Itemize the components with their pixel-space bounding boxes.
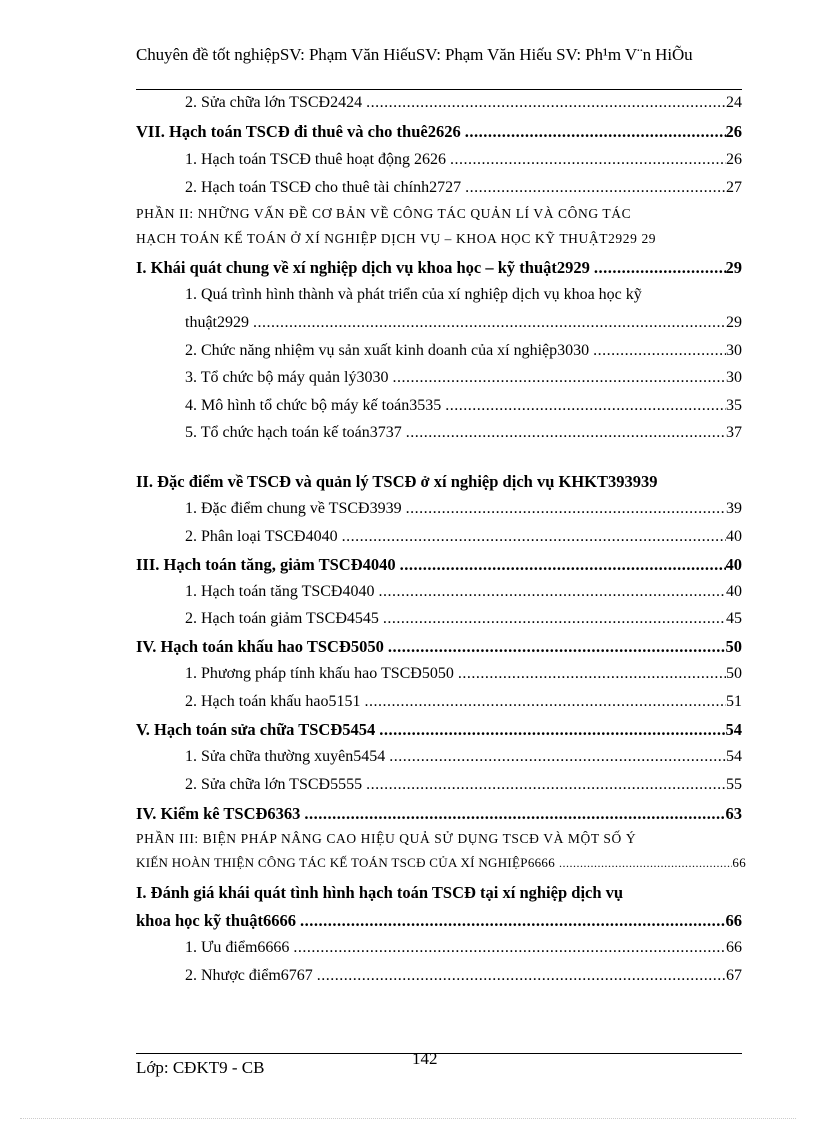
header-divider (136, 89, 742, 90)
toc-section[interactable]: IV. Kiểm kê TSCĐ6363 ..... 63 (136, 804, 742, 824)
page-header: Chuyên đề tốt nghiệpSV: Phạm Văn HiếuSV: Phạm Văn Hiếu SV: Ph¹m V¨n HiÕu (136, 45, 693, 64)
toc-part-heading[interactable]: HẠCH TOÁN KẾ TOÁN Ở XÍ NGHIỆP DỊCH VỤ – KHOA HỌC KỸ THUẬT2929 29 (136, 231, 657, 246)
toc-entry[interactable]: 3. Tổ chức bộ máy quản lý3030 ..... 30 (185, 369, 742, 387)
toc-entry[interactable]: 1. Hạch toán tăng TSCĐ4040 ..... 40 (185, 583, 742, 601)
toc-entry[interactable]: 2. Sửa chữa lớn TSCĐ5555 ..... 55 (185, 776, 742, 794)
toc-entry[interactable]: 2. Phân loại TSCĐ4040 ..... 40 (185, 528, 742, 546)
footer-divider (136, 1053, 742, 1054)
page-edge (20, 1118, 796, 1119)
toc-entry[interactable]: 5. Tổ chức hạch toán kế toán3737 ..... 37 (185, 424, 742, 442)
toc-entry[interactable]: thuật2929 ..... 29 (185, 314, 742, 332)
footer-class-label: Lớp: CĐKT9 - CB (136, 1058, 265, 1077)
toc-entry[interactable]: 1. Ưu điểm6666 ..... 66 (185, 939, 742, 957)
toc-entry[interactable]: 1. Quá trình hình thành và phát triển của xí nghiệp dịch vụ khoa học kỹ (185, 286, 642, 303)
toc-part-heading[interactable]: KIẾN HOÀN THIỆN CÔNG TÁC KẾ TOÁN TSCĐ CỦA XÍ NGHIỆP6666 ..... 66 (136, 855, 746, 871)
toc-entry[interactable]: 4. Mô hình tổ chức bộ máy kế toán3535 ..... 35 (185, 397, 742, 415)
toc-section[interactable]: IV. Hạch toán khấu hao TSCĐ5050 ..... 50 (136, 637, 742, 657)
toc-entry[interactable]: 2. Hạch toán giảm TSCĐ4545 ..... 45 (185, 610, 742, 628)
toc-part-heading[interactable]: PHẦN II: NHỮNG VẤN ĐỀ CƠ BẢN VỀ CÔNG TÁC QUẢN LÍ VÀ CÔNG TÁC (136, 206, 632, 221)
toc-entry[interactable]: 1. Hạch toán TSCĐ thuê hoạt động 2626 ..... 26 (185, 151, 742, 169)
toc-section[interactable]: I. Đánh giá khái quát tình hình hạch toán TSCĐ tại xí nghiệp dịch vụ (136, 883, 624, 902)
toc-entry[interactable]: 2. Sửa chữa lớn TSCĐ2424 ..... 24 (185, 94, 742, 112)
toc-entry[interactable]: 1. Sửa chữa thường xuyên5454 ..... 54 (185, 748, 742, 766)
toc-section[interactable]: V. Hạch toán sửa chữa TSCĐ5454 ..... 54 (136, 720, 742, 740)
toc-entry[interactable]: 2. Hạch toán TSCĐ cho thuê tài chính2727 ..... 27 (185, 179, 742, 197)
toc-section[interactable]: I. Khái quát chung về xí nghiệp dịch vụ khoa học – kỹ thuật2929 ..... 29 (136, 258, 742, 278)
toc-entry[interactable]: 1. Phương pháp tính khấu hao TSCĐ5050 ..... 50 (185, 665, 742, 683)
toc-entry[interactable]: 2. Hạch toán khấu hao5151 ..... 51 (185, 693, 742, 711)
toc-part-heading[interactable]: PHẦN III: BIỆN PHÁP NÂNG CAO HIỆU QUẢ SỬ DỤNG TSCĐ VÀ MỘT SỐ Ý (136, 831, 637, 846)
page-number: 142 (412, 1049, 438, 1068)
toc-section[interactable]: khoa học kỹ thuật6666 ..... 66 (136, 911, 742, 931)
toc-entry[interactable]: 2. Chức năng nhiệm vụ sản xuất kinh doanh của xí nghiệp3030 ..... 30 (185, 342, 742, 360)
toc-section[interactable]: II. Đặc điểm về TSCĐ và quản lý TSCĐ ở xí nghiệp dịch vụ KHKT393939 (136, 472, 658, 491)
toc-entry[interactable]: 1. Đặc điểm chung về TSCĐ3939 ..... 39 (185, 500, 742, 518)
toc-section[interactable]: III. Hạch toán tăng, giảm TSCĐ4040 ..... 40 (136, 555, 742, 575)
toc-section[interactable]: VII. Hạch toán TSCĐ đi thuê và cho thuê2626 ..... 26 (136, 122, 742, 142)
toc-entry[interactable]: 2. Nhược điểm6767 ..... 67 (185, 967, 742, 985)
